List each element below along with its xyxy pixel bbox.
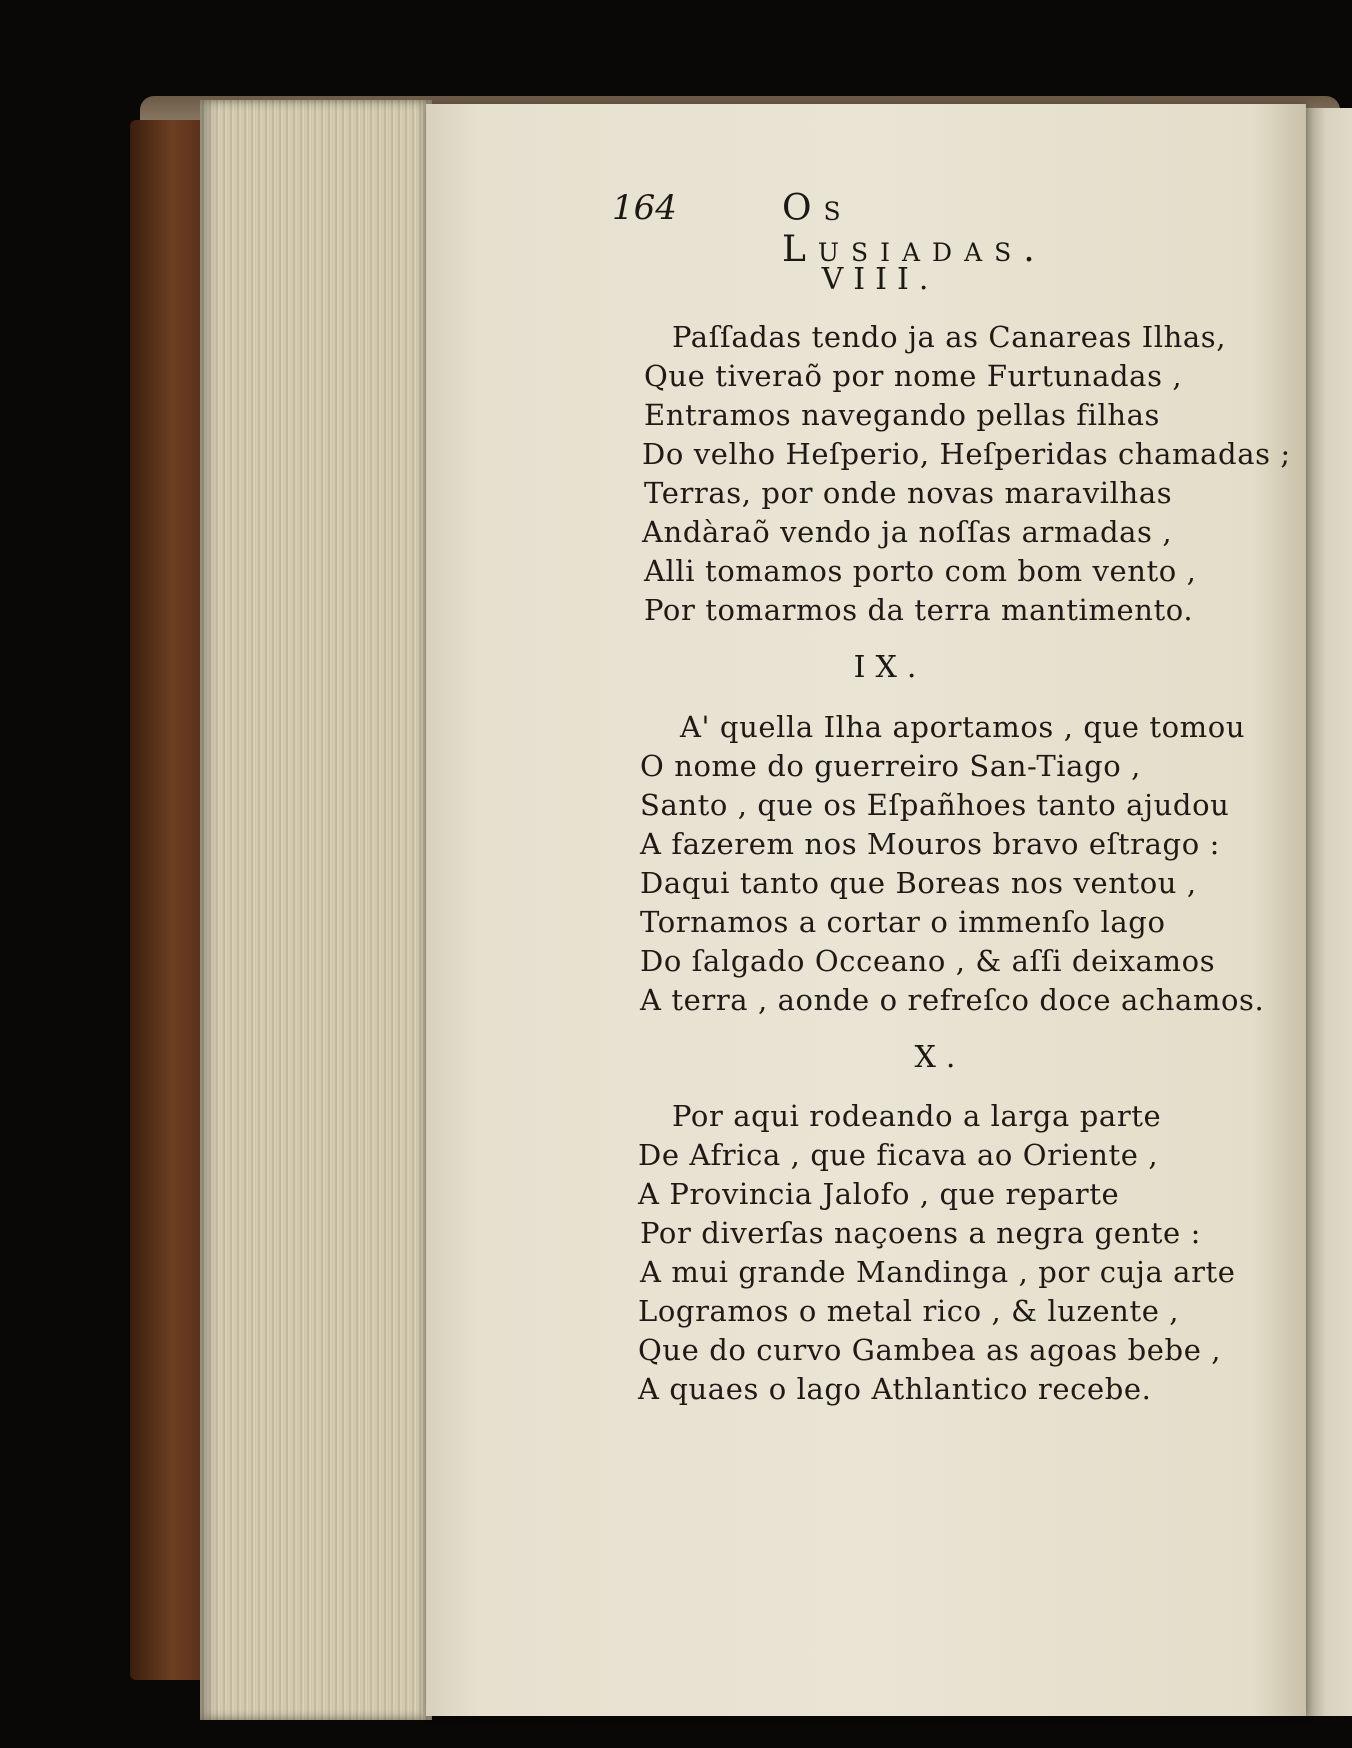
- verse-line: A fazerem nos Mouros bravo eſtrago :: [640, 827, 1220, 861]
- stanza-number: X.: [914, 1040, 966, 1075]
- verse-line: O nome do guerreiro San-Tiago ,: [640, 749, 1141, 783]
- facing-page-edge: [1300, 108, 1352, 1716]
- verse-line: Entramos navegando pellas filhas: [644, 398, 1160, 432]
- verse-line: Tornamos a cortar o immenſo lago: [640, 905, 1166, 939]
- verse-line: Por diverſas naçoens a negra gente :: [640, 1216, 1201, 1250]
- verse-line: A' quella Ilha aportamos , que tomou: [680, 710, 1246, 744]
- page-edges: [200, 100, 432, 1720]
- verse-line: Do ſalgado Occeano , & aſſi deixamos: [640, 944, 1216, 978]
- verse-line: Paſſadas tendo ja as Canareas Ilhas,: [672, 320, 1227, 354]
- verse-line: Alli tomamos porto com bom vento ,: [644, 554, 1197, 588]
- verse-line: Terras, por onde novas maravilhas: [644, 476, 1173, 510]
- verse-line: A mui grande Mandinga , por cuja arte: [640, 1255, 1236, 1289]
- page-header: [612, 188, 1132, 270]
- verse-line: A Provincia Jalofo , que reparte: [638, 1177, 1120, 1211]
- verse-line: Daqui tanto que Boreas nos ventou ,: [640, 866, 1197, 900]
- verse-line: Logramos o metal rico , & luzente ,: [638, 1294, 1180, 1328]
- stanza-number: VIII.: [821, 262, 939, 297]
- verse-line: A quaes o lago Athlantico recebe.: [638, 1372, 1152, 1406]
- verse-line: Por tomarmos da terra mantimento.: [644, 593, 1194, 627]
- verse-line: Por aqui rodeando a larga parte: [672, 1099, 1162, 1133]
- verse-line: Santo , que os Eſpañhoes tanto ajudou: [640, 788, 1230, 822]
- stanza-number: IX.: [853, 650, 927, 685]
- verse-line: Que do curvo Gambea as agoas bebe ,: [638, 1333, 1222, 1367]
- running-title: Os Lusiadas.: [782, 188, 1047, 270]
- verse-line: Andàraõ vendo ja noſſas armadas ,: [642, 515, 1173, 549]
- verse-line: A terra , aonde o refreſco doce achamos.: [640, 983, 1265, 1017]
- verse-line: Do velho Heſperio, Heſperidas chamadas ;: [642, 437, 1291, 471]
- verse-line: De Africa , que ficava ao Oriente ,: [638, 1138, 1159, 1172]
- verse-line: Que tiveraõ por nome Furtunadas ,: [644, 359, 1183, 393]
- page-number: 164: [612, 188, 677, 228]
